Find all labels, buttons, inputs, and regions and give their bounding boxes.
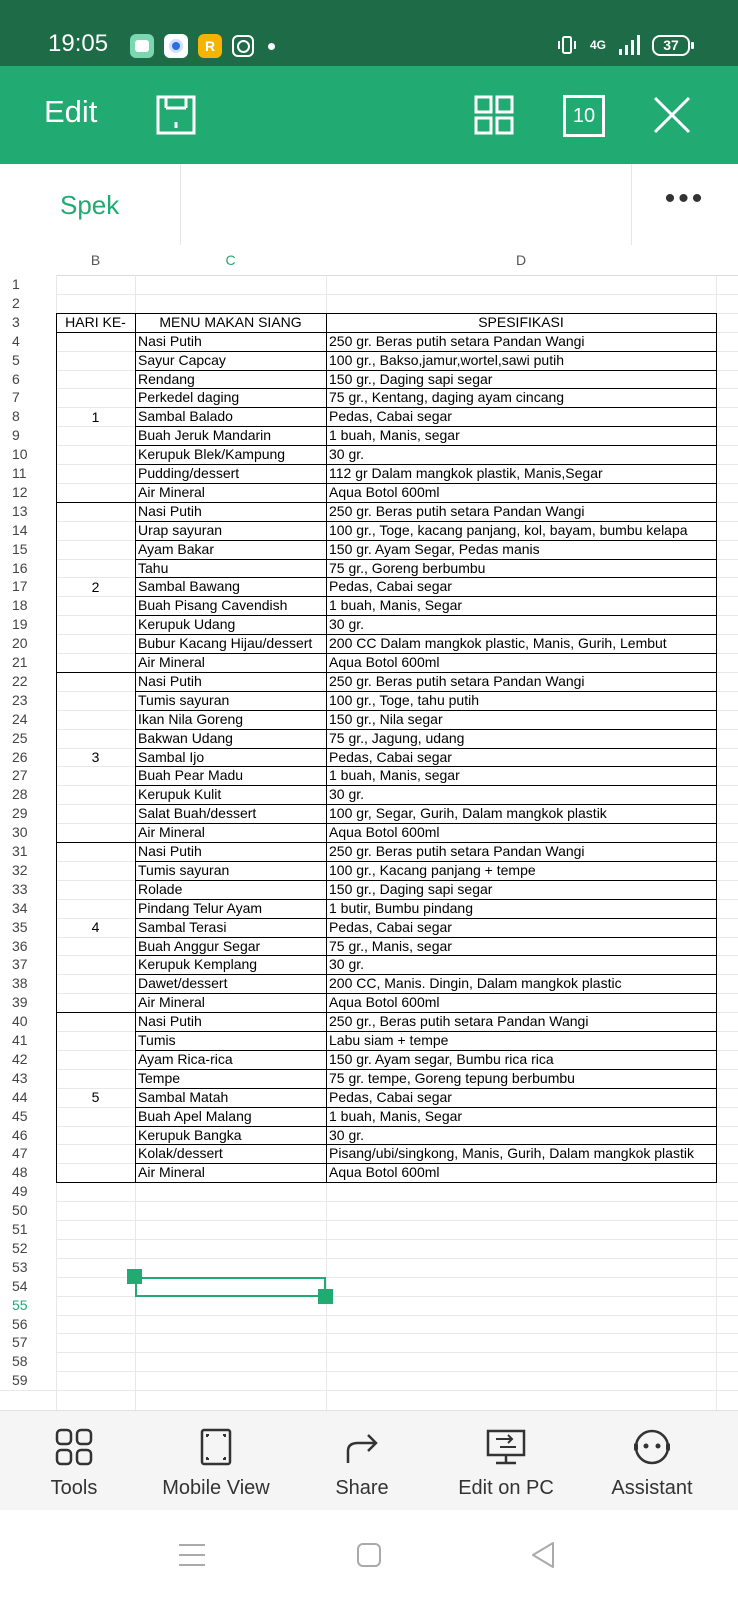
row-number[interactable]: 20	[0, 634, 56, 653]
chat-app-icon	[130, 34, 154, 58]
more-icon: •••	[664, 182, 706, 215]
spec-cell[interactable]: 150 gr., Daging sapi segar	[329, 370, 493, 387]
spec-cell[interactable]: 30 gr.	[329, 786, 365, 803]
grid-hline	[0, 1220, 738, 1221]
tools-label: Tools	[50, 1477, 98, 1499]
menu-cell[interactable]: Tumis sayuran	[138, 691, 230, 708]
mobile-view-icon	[196, 1427, 236, 1467]
cell-selection[interactable]	[135, 1277, 326, 1297]
spec-cell[interactable]: Pedas, Cabai segar	[329, 748, 452, 765]
menu-cell[interactable]: Tahu	[138, 559, 169, 576]
menu-cell[interactable]: Air Mineral	[138, 994, 205, 1011]
grid-hline	[0, 1296, 738, 1297]
menu-cell[interactable]: Pudding/dessert	[138, 465, 240, 481]
menu-cell[interactable]: Air Mineral	[138, 483, 205, 500]
sheet-more-button[interactable]	[631, 164, 738, 245]
spec-cell[interactable]: 75 gr., Jagung, udang	[329, 729, 465, 746]
assistant-button[interactable]	[578, 1411, 726, 1511]
row-number[interactable]: 3	[0, 313, 56, 332]
spec-cell[interactable]: 250 gr. Beras putih setara Pandan Wangi	[329, 502, 585, 519]
spec-cell[interactable]: 75 gr., Goreng berbumbu	[329, 559, 486, 576]
row-number[interactable]: 35	[0, 918, 56, 937]
row-number[interactable]: 39	[0, 993, 56, 1012]
menu-cell[interactable]: Pindang Telur Ayam	[138, 899, 263, 916]
row-number[interactable]: 44	[0, 1088, 56, 1107]
table-header-cell: MENU MAKAN SIANG	[159, 313, 302, 330]
mobile-view-label: Mobile View	[162, 1477, 270, 1499]
browser-app-icon	[164, 34, 188, 58]
status-right	[556, 34, 690, 56]
row-number[interactable]: 52	[0, 1239, 56, 1258]
menu-cell[interactable]: Kerupuk Bangka	[138, 1126, 242, 1143]
spec-cell[interactable]: 112 gr Dalam mangkok plastik, Manis,Segar	[329, 465, 603, 481]
menu-cell[interactable]: Nasi Putih	[138, 1013, 202, 1030]
r-app-icon: R	[198, 34, 222, 58]
menu-cell[interactable]: Kerupuk Blek/Kampung	[138, 446, 286, 463]
sheet-tab-label: Spek	[60, 190, 120, 220]
row-number[interactable]: 36	[0, 937, 56, 956]
row-number[interactable]: 24	[0, 710, 56, 729]
tools-button[interactable]	[0, 1411, 148, 1511]
spreadsheet-grid[interactable]	[0, 245, 738, 1410]
menu-cell[interactable]: Perkedel daging	[138, 389, 240, 406]
row-number[interactable]: 5	[0, 351, 56, 370]
share-icon	[342, 1427, 382, 1467]
spec-cell[interactable]: 75 gr. tempe, Goreng tepung berbumbu	[329, 1069, 575, 1086]
row-number[interactable]: 10	[0, 445, 56, 464]
grid-hline	[0, 1352, 738, 1353]
row-number[interactable]: 9	[0, 426, 56, 445]
sheet-tab-bar	[0, 164, 738, 246]
spec-cell[interactable]: 1 butir, Bumbu pindang	[329, 899, 473, 916]
row-number[interactable]: 15	[0, 540, 56, 559]
spec-cell[interactable]: 150 gr. Ayam Segar, Pedas manis	[329, 540, 540, 557]
menu-cell[interactable]: Ayam Rica-rica	[138, 1050, 233, 1067]
row-number[interactable]: 17	[0, 577, 56, 596]
row-number[interactable]: 50	[0, 1201, 56, 1220]
spec-cell[interactable]: Pisang/ubi/singkong, Manis, Gurih, Dalam mangkok plastik	[329, 1145, 694, 1162]
assistant-label: Assistant	[611, 1477, 693, 1499]
row-number[interactable]: 31	[0, 842, 56, 861]
grid-hline	[0, 1239, 738, 1240]
grid-hline	[0, 1258, 738, 1259]
menu-nav-icon[interactable]	[178, 1542, 206, 1568]
row-number[interactable]: 4	[0, 332, 56, 351]
spec-cell[interactable]: Labu siam + tempe	[329, 1032, 449, 1048]
spec-cell[interactable]: Aqua Botol 600ml	[329, 654, 440, 670]
row-number[interactable]: 6	[0, 370, 56, 389]
tools-icon	[54, 1427, 94, 1467]
row-number[interactable]: 45	[0, 1107, 56, 1126]
grid-hline	[0, 1333, 738, 1334]
menu-cell[interactable]: Kerupuk Udang	[138, 616, 236, 633]
spec-cell[interactable]: 250 gr. Beras putih setara Pandan Wangi	[329, 672, 585, 689]
row-number[interactable]: 56	[0, 1315, 56, 1334]
menu-cell[interactable]: Sayur Capcay	[138, 351, 226, 368]
column-header-d[interactable]: D	[326, 245, 717, 276]
row-number[interactable]: 47	[0, 1144, 56, 1163]
row-number[interactable]: 1	[0, 275, 56, 294]
row-number[interactable]: 11	[0, 464, 56, 483]
menu-cell[interactable]: Rendang	[138, 370, 195, 387]
row-number[interactable]: 40	[0, 1012, 56, 1031]
share-button[interactable]	[288, 1411, 436, 1511]
row-number[interactable]: 18	[0, 596, 56, 615]
spec-cell[interactable]: 1 buah, Manis, segar	[329, 427, 460, 444]
row-number[interactable]: 41	[0, 1031, 56, 1050]
grid-hline	[0, 1390, 738, 1391]
spec-cell[interactable]: Pedas, Cabai segar	[329, 408, 452, 425]
menu-cell[interactable]: Rolade	[138, 880, 183, 897]
menu-cell[interactable]: Nasi Putih	[138, 843, 202, 859]
row-number[interactable]: 48	[0, 1163, 56, 1182]
row-number[interactable]: 23	[0, 691, 56, 710]
spec-cell[interactable]: 150 gr., Daging sapi segar	[329, 880, 493, 897]
row-number[interactable]: 28	[0, 785, 56, 804]
home-nav-icon[interactable]	[356, 1542, 382, 1568]
spec-cell[interactable]: 150 gr., Nila segar	[329, 710, 443, 727]
menu-cell[interactable]: Kerupuk Kemplang	[138, 956, 258, 973]
spec-cell[interactable]: 30 gr.	[329, 446, 365, 463]
menu-cell[interactable]: Buah Apel Malang	[138, 1107, 252, 1124]
spec-cell[interactable]: 200 CC Dalam mangkok plastic, Manis, Gurih, Lembut	[329, 635, 667, 652]
menu-cell[interactable]: Sambal Balado	[138, 408, 233, 425]
table-header-cell: SPESIFIKASI	[478, 313, 564, 330]
spec-cell[interactable]: 30 gr.	[329, 1126, 365, 1143]
menu-cell[interactable]: Bakwan Udang	[138, 729, 233, 746]
spec-cell[interactable]: 250 gr. Beras putih setara Pandan Wangi	[329, 332, 585, 349]
menu-cell[interactable]: Buah Pear Madu	[138, 767, 244, 784]
row-number[interactable]: 19	[0, 615, 56, 634]
app-toolbar	[0, 66, 738, 164]
menu-cell[interactable]: Buah Anggur Segar	[138, 937, 261, 954]
row-number[interactable]: 13	[0, 502, 56, 521]
table-border-h	[56, 1182, 717, 1183]
menu-cell[interactable]: Air Mineral	[138, 824, 205, 841]
grid-hline	[0, 1371, 738, 1372]
menu-cell[interactable]: Buah Jeruk Mandarin	[138, 427, 272, 444]
row-number[interactable]: 43	[0, 1069, 56, 1088]
row-number[interactable]: 8	[0, 407, 56, 426]
row-number[interactable]: 53	[0, 1258, 56, 1277]
bottom-toolbar	[0, 1410, 738, 1511]
spec-cell[interactable]: 200 CC, Manis. Dingin, Dalam mangkok plastic	[329, 975, 622, 992]
spec-cell[interactable]: 30 gr.	[329, 956, 365, 973]
row-number[interactable]: 37	[0, 955, 56, 974]
day-cell[interactable]: 2	[91, 578, 100, 595]
vibrate-icon	[556, 34, 578, 56]
row-number[interactable]: 30	[0, 823, 56, 842]
row-number[interactable]: 14	[0, 521, 56, 540]
menu-cell[interactable]: Sambal Terasi	[138, 918, 227, 935]
menu-cell[interactable]: Ayam Bakar	[138, 540, 214, 557]
mobile-view-button[interactable]	[142, 1411, 290, 1511]
row-number[interactable]: 49	[0, 1182, 56, 1201]
spec-cell[interactable]: 100 gr., Toge, kacang panjang, kol, bayam, bumbu kelapa	[329, 521, 688, 538]
instagram-icon	[232, 35, 254, 57]
menu-cell[interactable]: Sambal Bawang	[138, 578, 240, 595]
row-header-corner	[0, 245, 57, 276]
row-number[interactable]: 33	[0, 880, 56, 899]
spec-cell[interactable]: 75 gr., Kentang, daging ayam cincang	[329, 389, 565, 406]
spec-cell[interactable]: 1 buah, Manis, segar	[329, 767, 460, 784]
assistant-icon	[632, 1427, 672, 1467]
spec-cell[interactable]: 100 gr., Bakso,jamur,wortel,sawi putih	[329, 351, 565, 368]
spec-cell[interactable]: 100 gr, Segar, Gurih, Dalam mangkok plastik	[329, 805, 607, 822]
signal-icon	[618, 35, 640, 55]
back-nav-icon[interactable]	[530, 1540, 556, 1570]
spec-cell[interactable]: Pedas, Cabai segar	[329, 918, 452, 935]
system-nav-bar	[0, 1510, 738, 1600]
day-cell[interactable]: 4	[91, 919, 100, 936]
menu-cell[interactable]: Nasi Putih	[138, 672, 202, 689]
row-number[interactable]: 55	[0, 1296, 56, 1315]
spec-cell[interactable]: 75 gr., Manis, segar	[329, 937, 452, 954]
edit-on-pc-label: Edit on PC	[458, 1477, 554, 1499]
share-label: Share	[335, 1477, 389, 1499]
spec-cell[interactable]: 1 buah, Manis, Segar	[329, 597, 463, 614]
menu-cell[interactable]: Air Mineral	[138, 654, 205, 670]
sheet-count: 10	[572, 105, 596, 127]
menu-cell[interactable]: Urap sayuran	[138, 521, 223, 538]
menu-cell[interactable]: Nasi Putih	[138, 332, 202, 349]
row-number[interactable]: 21	[0, 653, 56, 672]
battery-level: 37	[663, 36, 679, 53]
day-cell[interactable]: 3	[91, 748, 100, 765]
notification-icons	[130, 34, 275, 58]
grid-view-icon[interactable]	[474, 95, 514, 135]
row-number[interactable]: 12	[0, 483, 56, 502]
row-number[interactable]: 54	[0, 1277, 56, 1296]
menu-cell[interactable]: Bubur Kacang Hijau/dessert	[138, 635, 313, 652]
row-number[interactable]: 59	[0, 1371, 56, 1390]
menu-cell[interactable]: Air Mineral	[138, 1164, 205, 1181]
row-number[interactable]: 58	[0, 1352, 56, 1371]
edit-on-pc-button[interactable]	[432, 1411, 580, 1511]
sheet-count-button[interactable]	[563, 95, 605, 137]
menu-cell[interactable]: Ikan Nila Goreng	[138, 710, 244, 727]
menu-cell[interactable]: Tempe	[138, 1069, 181, 1086]
row-number[interactable]: 27	[0, 766, 56, 785]
selection-handle-start[interactable]	[127, 1269, 142, 1284]
row-number[interactable]: 22	[0, 672, 56, 691]
spec-cell[interactable]: Aqua Botol 600ml	[329, 1164, 440, 1181]
close-icon[interactable]	[652, 95, 692, 135]
spec-cell[interactable]: 30 gr.	[329, 616, 365, 633]
row-number[interactable]: 7	[0, 388, 56, 407]
row-number[interactable]: 57	[0, 1333, 56, 1352]
column-header-b[interactable]: B	[56, 245, 136, 276]
row-number[interactable]: 46	[0, 1126, 56, 1145]
status-bar	[0, 0, 738, 66]
spec-cell[interactable]: 100 gr., Kacang panjang + tempe	[329, 861, 536, 878]
column-header-e	[716, 245, 738, 276]
network-type: 4G	[589, 38, 606, 52]
spec-cell[interactable]: Aqua Botol 600ml	[329, 994, 440, 1011]
spec-cell[interactable]: 150 gr. Ayam segar, Bumbu rica rica	[329, 1050, 554, 1067]
menu-cell[interactable]: Sambal Ijo	[138, 748, 205, 765]
spec-cell[interactable]: Pedas, Cabai segar	[329, 1088, 452, 1105]
row-number[interactable]: 29	[0, 804, 56, 823]
row-number[interactable]: 38	[0, 974, 56, 993]
spec-cell[interactable]: 100 gr., Toge, tahu putih	[329, 691, 479, 708]
row-number[interactable]: 51	[0, 1220, 56, 1239]
row-number[interactable]: 42	[0, 1050, 56, 1069]
row-number[interactable]: 2	[0, 294, 56, 313]
status-time: 19:05	[48, 30, 109, 57]
battery-icon	[652, 35, 690, 56]
menu-cell[interactable]: Kolak/dessert	[138, 1145, 223, 1162]
row-number[interactable]: 16	[0, 559, 56, 578]
menu-cell[interactable]: Salat Buah/dessert	[138, 805, 257, 822]
table-header-cell: HARI KE-	[65, 313, 126, 330]
spec-cell[interactable]: 250 gr. Beras putih setara Pandan Wangi	[329, 843, 585, 859]
more-notifications-dot	[268, 43, 275, 50]
menu-cell[interactable]: Dawet/dessert	[138, 975, 228, 992]
sheet-tab-spek[interactable]	[0, 164, 181, 245]
day-cell[interactable]: 5	[91, 1089, 100, 1106]
row-number[interactable]: 34	[0, 899, 56, 918]
row-number[interactable]: 26	[0, 748, 56, 767]
spec-cell[interactable]: Pedas, Cabai segar	[329, 578, 452, 595]
menu-cell[interactable]: Tumis	[138, 1032, 176, 1048]
spec-cell[interactable]: Aqua Botol 600ml	[329, 483, 440, 500]
spec-cell[interactable]: 250 gr., Beras putih setara Pandan Wangi	[329, 1013, 589, 1030]
menu-cell[interactable]: Tumis sayuran	[138, 861, 230, 878]
save-icon[interactable]	[156, 95, 196, 135]
spec-cell[interactable]: 1 buah, Manis, Segar	[329, 1107, 463, 1124]
menu-cell[interactable]: Kerupuk Kulit	[138, 786, 222, 803]
grid-hline	[0, 1315, 738, 1316]
menu-cell[interactable]: Buah Pisang Cavendish	[138, 597, 288, 614]
edit-on-pc-icon	[484, 1427, 528, 1467]
grid-hline	[0, 1277, 738, 1278]
edit-button[interactable]: Edit	[44, 94, 98, 129]
menu-cell[interactable]: Sambal Matah	[138, 1088, 229, 1105]
row-number[interactable]: 32	[0, 861, 56, 880]
column-header-c[interactable]: C	[135, 245, 327, 276]
spec-cell[interactable]: Aqua Botol 600ml	[329, 824, 440, 841]
grid-hline	[0, 294, 738, 295]
day-cell[interactable]: 1	[91, 408, 100, 425]
grid-hline	[0, 1201, 738, 1202]
selection-handle-end[interactable]	[318, 1289, 333, 1304]
row-number[interactable]: 25	[0, 729, 56, 748]
menu-cell[interactable]: Nasi Putih	[138, 502, 202, 519]
